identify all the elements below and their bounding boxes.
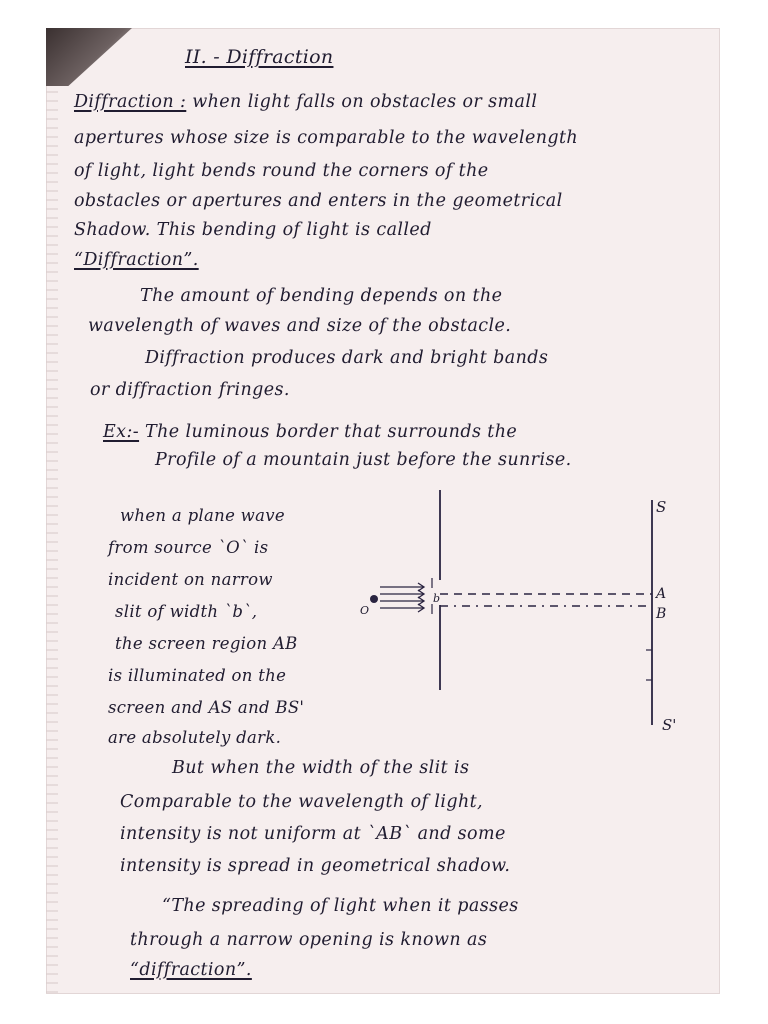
definition-term-quoted: “Diffraction”. — [74, 250, 199, 270]
definition-term: Diffraction : — [74, 92, 187, 112]
but-line-1: But when the width of the slit is — [172, 758, 470, 778]
label-s: S — [656, 498, 667, 516]
source-point — [370, 595, 378, 603]
definition-line-1 — [74, 94, 537, 112]
label-s-prime: S' — [662, 716, 677, 734]
definition-line-2: apertures whose size is comparable to the wavelength — [74, 128, 579, 148]
plane-wave-line-2: from source `O` is — [108, 538, 269, 557]
fringes-line-2: or diffraction fringes. — [90, 380, 290, 400]
amount-line-1: The amount of bending depends on the — [140, 286, 503, 306]
title-text: II. - Diffraction — [185, 46, 334, 68]
slit-diagram — [340, 490, 700, 740]
but-line-4: intensity is spread in geometrical shadow. — [120, 856, 511, 876]
label-source: O — [360, 604, 370, 617]
plane-wave-line-3: incident on narrow — [108, 570, 273, 589]
plane-wave-line-6: is illuminated on the — [108, 666, 287, 685]
example-line-2: Profile of a mountain just before the sunrise. — [155, 450, 572, 470]
plane-wave-line-5: the screen region AB — [115, 634, 298, 653]
plane-wave-line-1: when a plane wave — [120, 506, 285, 525]
but-line-3: intensity is not uniform at `AB` and some — [120, 824, 506, 844]
label-a: A — [656, 586, 667, 602]
example-line-1 — [103, 424, 517, 442]
plane-wave-line-8: are absolutely dark. — [108, 728, 282, 747]
conclusion-term: “diffraction”. — [130, 960, 252, 980]
definition-line-3: of light, light bends round the corners of the — [74, 161, 489, 181]
conclusion-line-1: “The spreading of light when it passes — [162, 896, 519, 916]
example-label: Ex:- — [103, 422, 140, 442]
label-slit-width: b — [433, 592, 441, 605]
amount-line-2: wavelength of waves and size of the obstacle. — [88, 316, 512, 336]
plane-wave-line-4: slit of width `b`, — [115, 602, 258, 621]
incident-rays — [380, 583, 424, 612]
definition-text-1: when light falls on obstacles or small — [192, 92, 538, 112]
but-line-2: Comparable to the wavelength of light, — [120, 792, 484, 812]
slit-diagram-svg — [340, 490, 700, 740]
plane-wave-line-7: screen and AS and BS' — [108, 698, 305, 717]
example-text-1: The luminous border that surrounds the — [145, 422, 518, 442]
label-b-screen: B — [656, 606, 667, 622]
fringes-line-1: Diffraction produces dark and bright bands — [145, 348, 549, 368]
definition-line-5: Shadow. This bending of light is called — [74, 220, 432, 240]
page-binding-edge — [46, 28, 58, 994]
conclusion-line-2: through a narrow opening is known as — [130, 930, 488, 950]
page-title — [185, 48, 333, 67]
definition-line-4: obstacles or apertures and enters in the geometrical — [74, 191, 563, 211]
